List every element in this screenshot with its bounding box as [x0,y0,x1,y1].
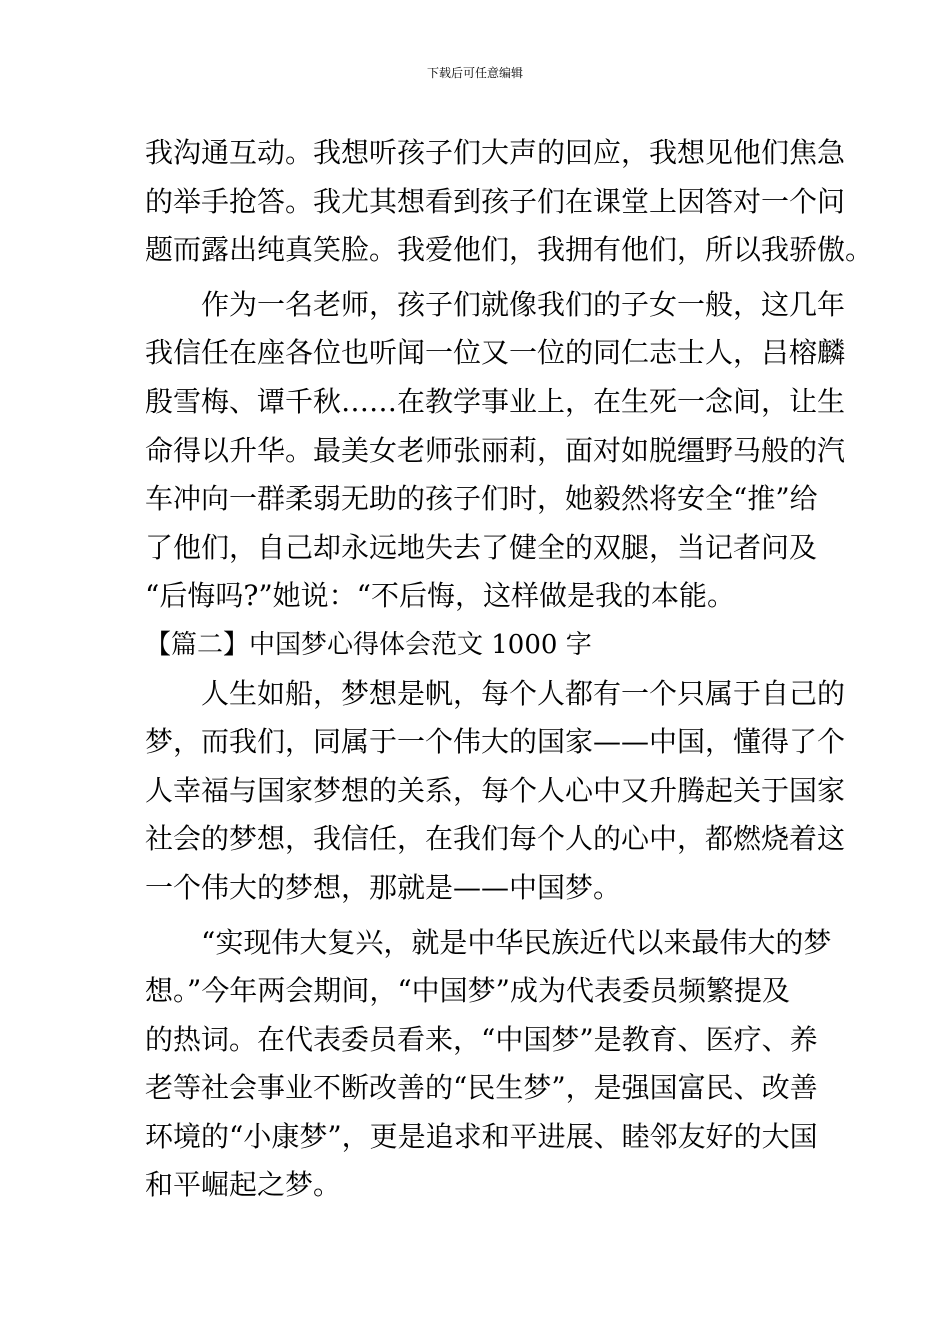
text-line: 我沟通互动。我想听孩子们大声的回应，我想见他们焦急 [145,136,846,169]
text-line: 一个伟大的梦想，那就是——中国梦。 [145,870,622,904]
text-line: 殷雪梅、谭千秋……在教学事业上，在生死一念间，让生 [145,384,846,418]
text-line: 题而露出纯真笑脸。我爱他们，我拥有他们，所以我骄傲。 [145,233,874,267]
text-line: 车冲向一群柔弱无助的孩子们时，她毅然将安全“推”给 [145,482,818,516]
paragraph [145,281,846,621]
text-line: 社会的梦想，我信任，在我们每个人的心中，都燃烧着这 [145,822,846,856]
text-line: 梦，而我们，同属于一个伟大的国家——中国，懂得了个 [145,725,846,759]
document-body [145,129,874,1210]
text-line: 我信任在座各位也听闻一位又一位的同仁志士人，吕榕麟 [145,336,846,370]
text-line: 人生如船，梦想是帆，每个人都有一个只属于自己的 [201,676,846,710]
text-line: 了他们，自己却永远地失去了健全的双腿，当记者问及 [145,530,818,564]
text-line: 命得以升华。最美女老师张丽莉，面对如脱缰野马般的汽 [145,433,846,467]
text-line: 和平崛起之梦。 [145,1168,342,1202]
text-line: “实现伟大复兴，就是中华民族近代以来最伟大的梦 [201,925,832,959]
paragraph [145,919,832,1211]
text-line: “后悔吗?”她说：“不后悔，这样做是我的本能。 [145,579,735,613]
page-header: 下载后可任意编辑 [426,66,523,80]
text-line: 作为一名老师，孩子们就像我们的子女一般，这几年 [201,287,846,321]
text-line: 环境的“小康梦”，更是追求和平进展、睦邻友好的大国 [145,1119,818,1153]
text-line: 老等社会事业不断改善的“民生梦”，是强国富民、改善 [145,1071,818,1105]
text-line: 的举手抢答。我尤其想看到孩子们在课堂上因答对一个问 [145,184,846,218]
heading-line: 【篇二】中国梦心得体会范文 1000 字 [145,629,592,660]
paragraph [145,129,874,275]
text-line: 的热词。在代表委员看来，“中国梦”是教育、医疗、养 [145,1022,818,1056]
text-line: 想。”今年两会期间，“中国梦”成为代表委员频繁提及 [145,974,790,1008]
text-line: 人幸福与国家梦想的关系，每个人心中又升腾起关于国家 [145,773,846,807]
paragraph [145,670,846,913]
section-heading [145,621,810,670]
